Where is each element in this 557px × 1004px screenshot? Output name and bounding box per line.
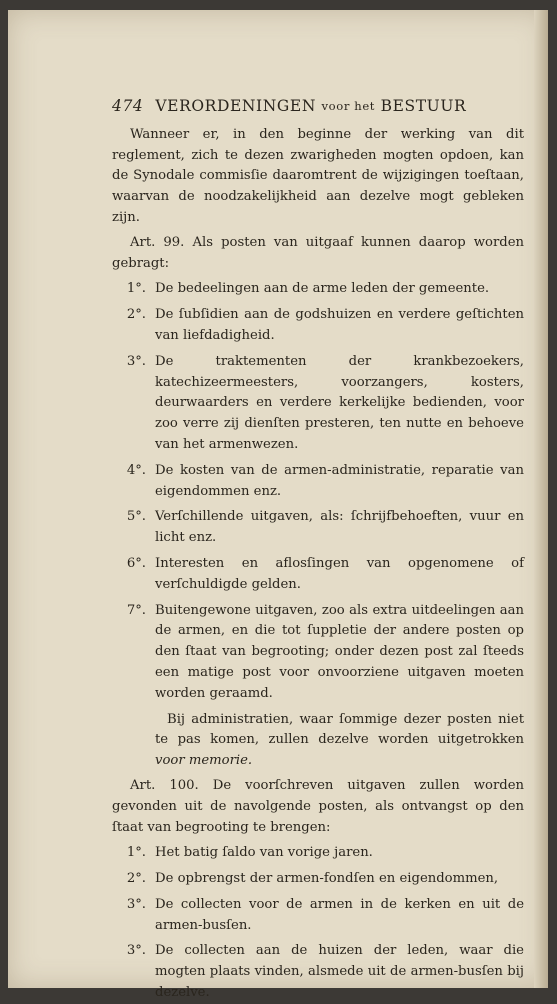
note-text: Bij administratien, waar ſommige dezer posten niet te pas komen, zullen dezelve worden uitgetrokken [155,711,524,748]
item-number: 3°. [126,943,146,959]
list-item [112,554,524,596]
item-text: Het batig ſaldo van vorige jaren. [155,845,373,861]
page-gutter [534,10,548,988]
item-text: Verſchillende uitgaven, als: ſchrijfbehoeften, vuur en licht enz. [155,509,524,546]
item-text: Buitengewone uitgaven, zoo als extra uitdeelingen aan de armen, en die tot ſuppletie der andere posten op den ſtaat van begrooting; onder dezen post zal ſteeds een matige post voor onvoorziene uitgaven moeten worden geraamd. [155,602,524,701]
note-italic: voor memorie. [155,753,253,769]
list-item [112,869,524,890]
list-item [112,305,524,347]
item-number: 6°. [126,555,146,571]
item-text: De collecten voor de armen in de kerken en uit de armen-busſen. [155,896,524,933]
item-number: 2°. [126,871,146,887]
article-99-note [155,710,524,772]
item-text: De bedeelingen aan de arme leden der gemeente. [155,281,490,297]
article-99-label: Art. 99. [130,234,185,250]
item-number: 5°. [126,509,146,525]
article-100-label: Art. 100. [130,777,199,793]
list-item [112,352,524,456]
item-number: 7°. [126,602,146,618]
list-item [112,895,524,937]
header-title-small: voor het [321,99,376,113]
header-title-part1: VERORDENINGEN [155,97,316,115]
list-item [112,279,524,300]
item-text: Interesten en aflosſingen van opgenomene of verſchuldigde gelden. [155,555,524,592]
item-text: De opbrengst der armen-fondſen en eigendommen, [155,871,499,887]
page-content [112,96,524,1004]
running-header [112,96,524,117]
article-100-text: De voorſchreven uitgaven zullen worden gevonden uit de navolgende posten, als ontvangst op den ſtaat van begrooting te brengen: [112,777,524,835]
list-item [112,507,524,549]
item-number: 1°. [126,281,146,297]
item-text: De kosten van de armen-administratie, reparatie van eigendommen enz. [155,462,524,499]
list-item [112,941,524,1003]
item-number: 3°. [126,353,146,369]
list-item [112,843,524,864]
article-99 [112,233,524,275]
item-number: 3°. [126,896,146,912]
item-number: 2°. [126,307,146,323]
item-number: 4°. [126,462,146,478]
item-text: De collecten aan de huizen der leden, waar die mogten plaats vinden, alsmede uit de armen-busſen bij dezelve. [155,943,524,1001]
item-text: De traktementen der krankbezoekers, katechizeermeesters, voorzangers, kosters, deurwaarders en verdere kerkelijke bedienden, voor zoo verre zij dienſten presteren, ten nutte en behoeve van het armenwezen. [155,353,524,452]
list-item [112,601,524,705]
list-item [112,461,524,503]
item-text: De ſubſidien aan de godshuizen en verdere geſtichten van liefdadigheid. [155,307,524,343]
page-number: 474 [112,97,144,115]
header-title-part2: BESTUUR [380,97,467,115]
article-99-text: Als posten van uitgaaf kunnen daarop worden gebragt: [112,234,525,271]
article-100 [112,776,524,838]
book-page [8,10,548,1001]
item-number: 1°. [126,845,146,861]
intro-paragraph: Wanneer er, in den beginne der werking van dit reglement, zich te dezen zwarigheden mogten opdoen, kan de Synodale commisſie daaromtrent de wijzigingen toeſtaan, waarvan de noodzakelijkheid aan dezelve mogt gebleken zijn. [112,126,524,225]
